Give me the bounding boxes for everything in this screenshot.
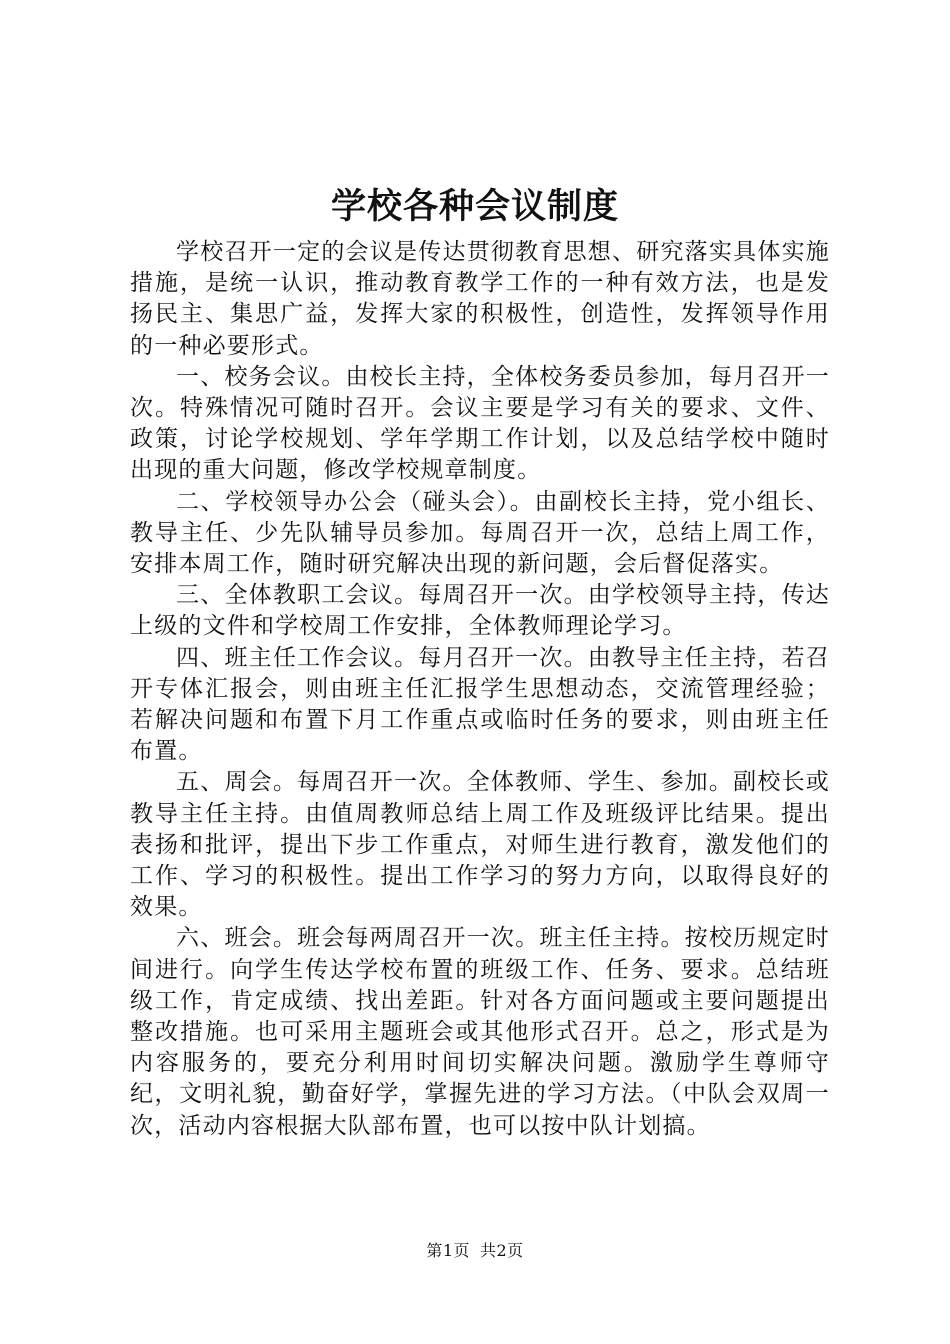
paragraph-staff-meeting: 三、全体教职工会议。每周召开一次。由学校领导主持，传达上级的文件和学校周工作安排，全体教师理论学习。: [130, 582, 830, 640]
paragraph-principal-meeting: 一、校务会议。由校长主持，全体校务委员参加，每月召开一次。特殊情况可随时召开。会议主要是学习有关的要求、文件、政策，讨论学校规划、学年学期工作计划，以及总结学校中随时出现的重大问题，修改学校规章制度。: [130, 363, 830, 484]
intro-paragraph: 学校召开一定的会议是传达贯彻教育思想、研究落实具体实施措施，是统一认识，推动教育教学工作的一种有效方法，也是发扬民主、集思广益，发挥大家的积极性，创造性，发挥领导作用的一种必要形式。: [130, 239, 830, 359]
paragraph-class-teacher-meeting: 四、班主任工作会议。每月召开一次。由教导主任主持，若召开专体汇报会，则由班主任汇报学生思想动态，交流管理经验；若解决问题和布置下月工作重点或临时任务的要求，则由班主任布置。: [130, 644, 830, 765]
document-title: 学校各种会议制度: [330, 187, 619, 227]
page-footer: [0, 1241, 950, 1261]
paragraph-weekly-assembly: 五、周会。每周召开一次。全体教师、学生、参加。副校长或教导主任主持。由值周教师总结上周工作及班级评比结果。提出表扬和批评，提出下步工作重点，对师生进行教育，激发他们的工作、学习的积极性。提出工作学习的努力方向，以取得良好的效果。: [130, 769, 830, 921]
page-number: 第1页: [426, 1241, 470, 1260]
page-total: 共2页: [480, 1241, 524, 1260]
paragraph-class-meeting: 六、班会。班会每两周召开一次。班主任主持。按校历规定时间进行。向学生传达学校布置的班级工作、任务、要求。总结班级工作，肯定成绩、找出差距。针对各方面问题或主要问题提出整改措施。也可采用主题班会或其他形式召开。总之，形式是为内容服务的，要充分利用时间切实解决问题。激励学生尊师守纪，文明礼貌，勤奋好学，掌握先进的学习方法。（中队会双周一次，活动内容根据大队部布置，也可以按中队计划搞。: [130, 925, 830, 1139]
paragraph-leadership-meeting: 二、学校领导办公会（碰头会）。由副校长主持，党小组长、教导主任、少先队辅导员参加。每周召开一次，总结上周工作，安排本周工作，随时研究解决出现的新问题，会后督促落实。: [130, 488, 830, 578]
document-body: [130, 237, 830, 1142]
